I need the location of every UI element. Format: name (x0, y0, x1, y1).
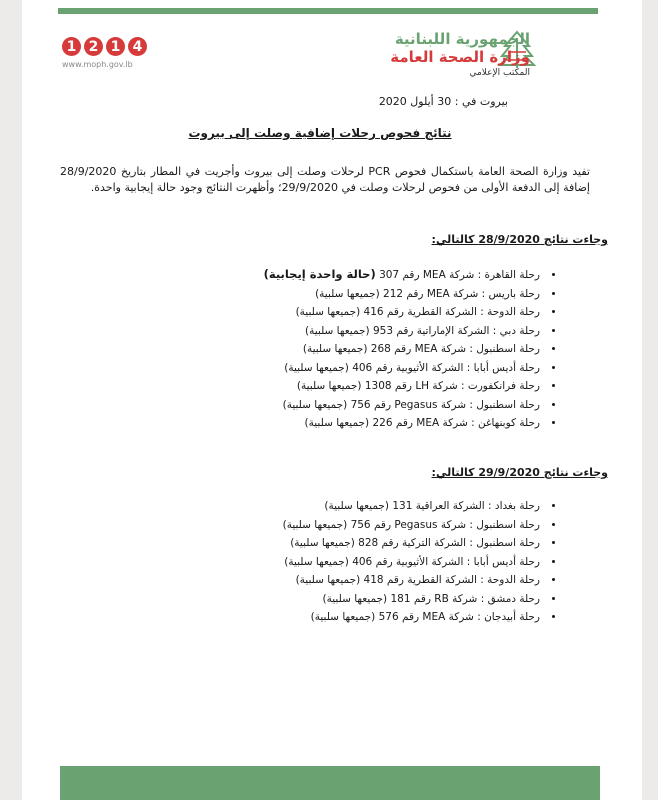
hotline-digit: 4 (128, 37, 147, 56)
section-heading-29: وجاءت نتائج 29/9/2020 كالتالي: (431, 466, 608, 479)
list-item: • رحلة اسطنبول : شركة Pegasus رقم 756 (جميعها سلبية) (264, 396, 542, 415)
document-title: نتائج فحوص رحلات إضافية وصلت إلى بيروت (188, 126, 452, 140)
list-item: • رحلة أديس أبابا : الشركة الأثيوبية رقم 406 (جميعها سلبية) (283, 553, 542, 572)
hotline-digit: 1 (106, 37, 125, 56)
dateline: بيروت في : 30 أيلول 2020 (378, 95, 508, 108)
list-item: • رحلة فرانكفورت : شركة LH رقم 1308 (جميعها سلبية) (264, 377, 542, 396)
flight-list-29 (283, 497, 558, 627)
media-office: المكتب الإعلامي (469, 68, 530, 78)
list-item: • رحلة أبيدجان : شركة MEA رقم 576 (جميعها سلبية) (283, 608, 542, 627)
list-item: • رحلة أديس أبابا : الشركة الأثيوبية رقم 406 (جميعها سلبية) (264, 359, 542, 378)
list-item: • رحلة كوبنهاغن : شركة MEA رقم 226 (جميعها سلبية) (264, 414, 542, 433)
hotline-digit: 2 (84, 37, 103, 56)
hotline-logo (62, 35, 150, 59)
bottom-green-bar (60, 766, 600, 800)
intro-paragraph: تفيد وزارة الصحة العامة باستكمال فحوص PCR لرحلات وصلت إلى بيروت وأجريت في المطار بتاريخ 28/9/2020 إضافة إلى الدفعة الأولى من فحوص لرحلات وصلت في 29/9/2020؛ وأظهرت النتائج وجود حالة إيجابية واحدة. (60, 165, 590, 194)
top-green-bar (58, 8, 598, 14)
website-url: www.moph.gov.lb (62, 60, 133, 69)
list-item: • رحلة الدوحة : الشركة القطرية رقم 416 (جميعها سلبية) (264, 303, 542, 322)
positive-case-label: (حالة واحدة إيجابية) (263, 267, 376, 281)
list-item: • رحلة الدوحة : الشركة القطرية رقم 418 (جميعها سلبية) (283, 571, 542, 590)
republic-name: الجمهورية اللبنانية (394, 30, 530, 48)
hotline-digit: 1 (62, 37, 81, 56)
list-item: • رحلة دبي : الشركة الإماراتية رقم 953 (جميعها سلبية) (264, 322, 542, 341)
list-item: • رحلة اسطنبول : الشركة التركية رقم 828 (جميعها سلبية) (283, 534, 542, 553)
list-item: • رحلة بغداد : الشركة العراقية 131 (جميعها سلبية) (283, 497, 542, 516)
list-item: • رحلة اسطنبول : شركة Pegasus رقم 756 (جميعها سلبية) (283, 516, 542, 535)
ministry-logo-text (390, 30, 530, 80)
list-item: • رحلة القاهرة : شركة MEA رقم 307 (حالة واحدة إيجابية) (264, 265, 542, 285)
list-item: • رحلة اسطنبول : شركة MEA رقم 268 (جميعها سلبية) (264, 340, 542, 359)
section-heading-28: وجاءت نتائج 28/9/2020 كالتالي: (431, 233, 608, 246)
ministry-name: وزارة الصحة العامة (390, 48, 530, 66)
list-item: • رحلة دمشق : شركة RB رقم 181 (جميعها سلبية) (283, 590, 542, 609)
flight-list-28 (264, 265, 558, 433)
list-item: • رحلة باريس : شركة MEA رقم 212 (جميعها سلبية) (264, 285, 542, 304)
